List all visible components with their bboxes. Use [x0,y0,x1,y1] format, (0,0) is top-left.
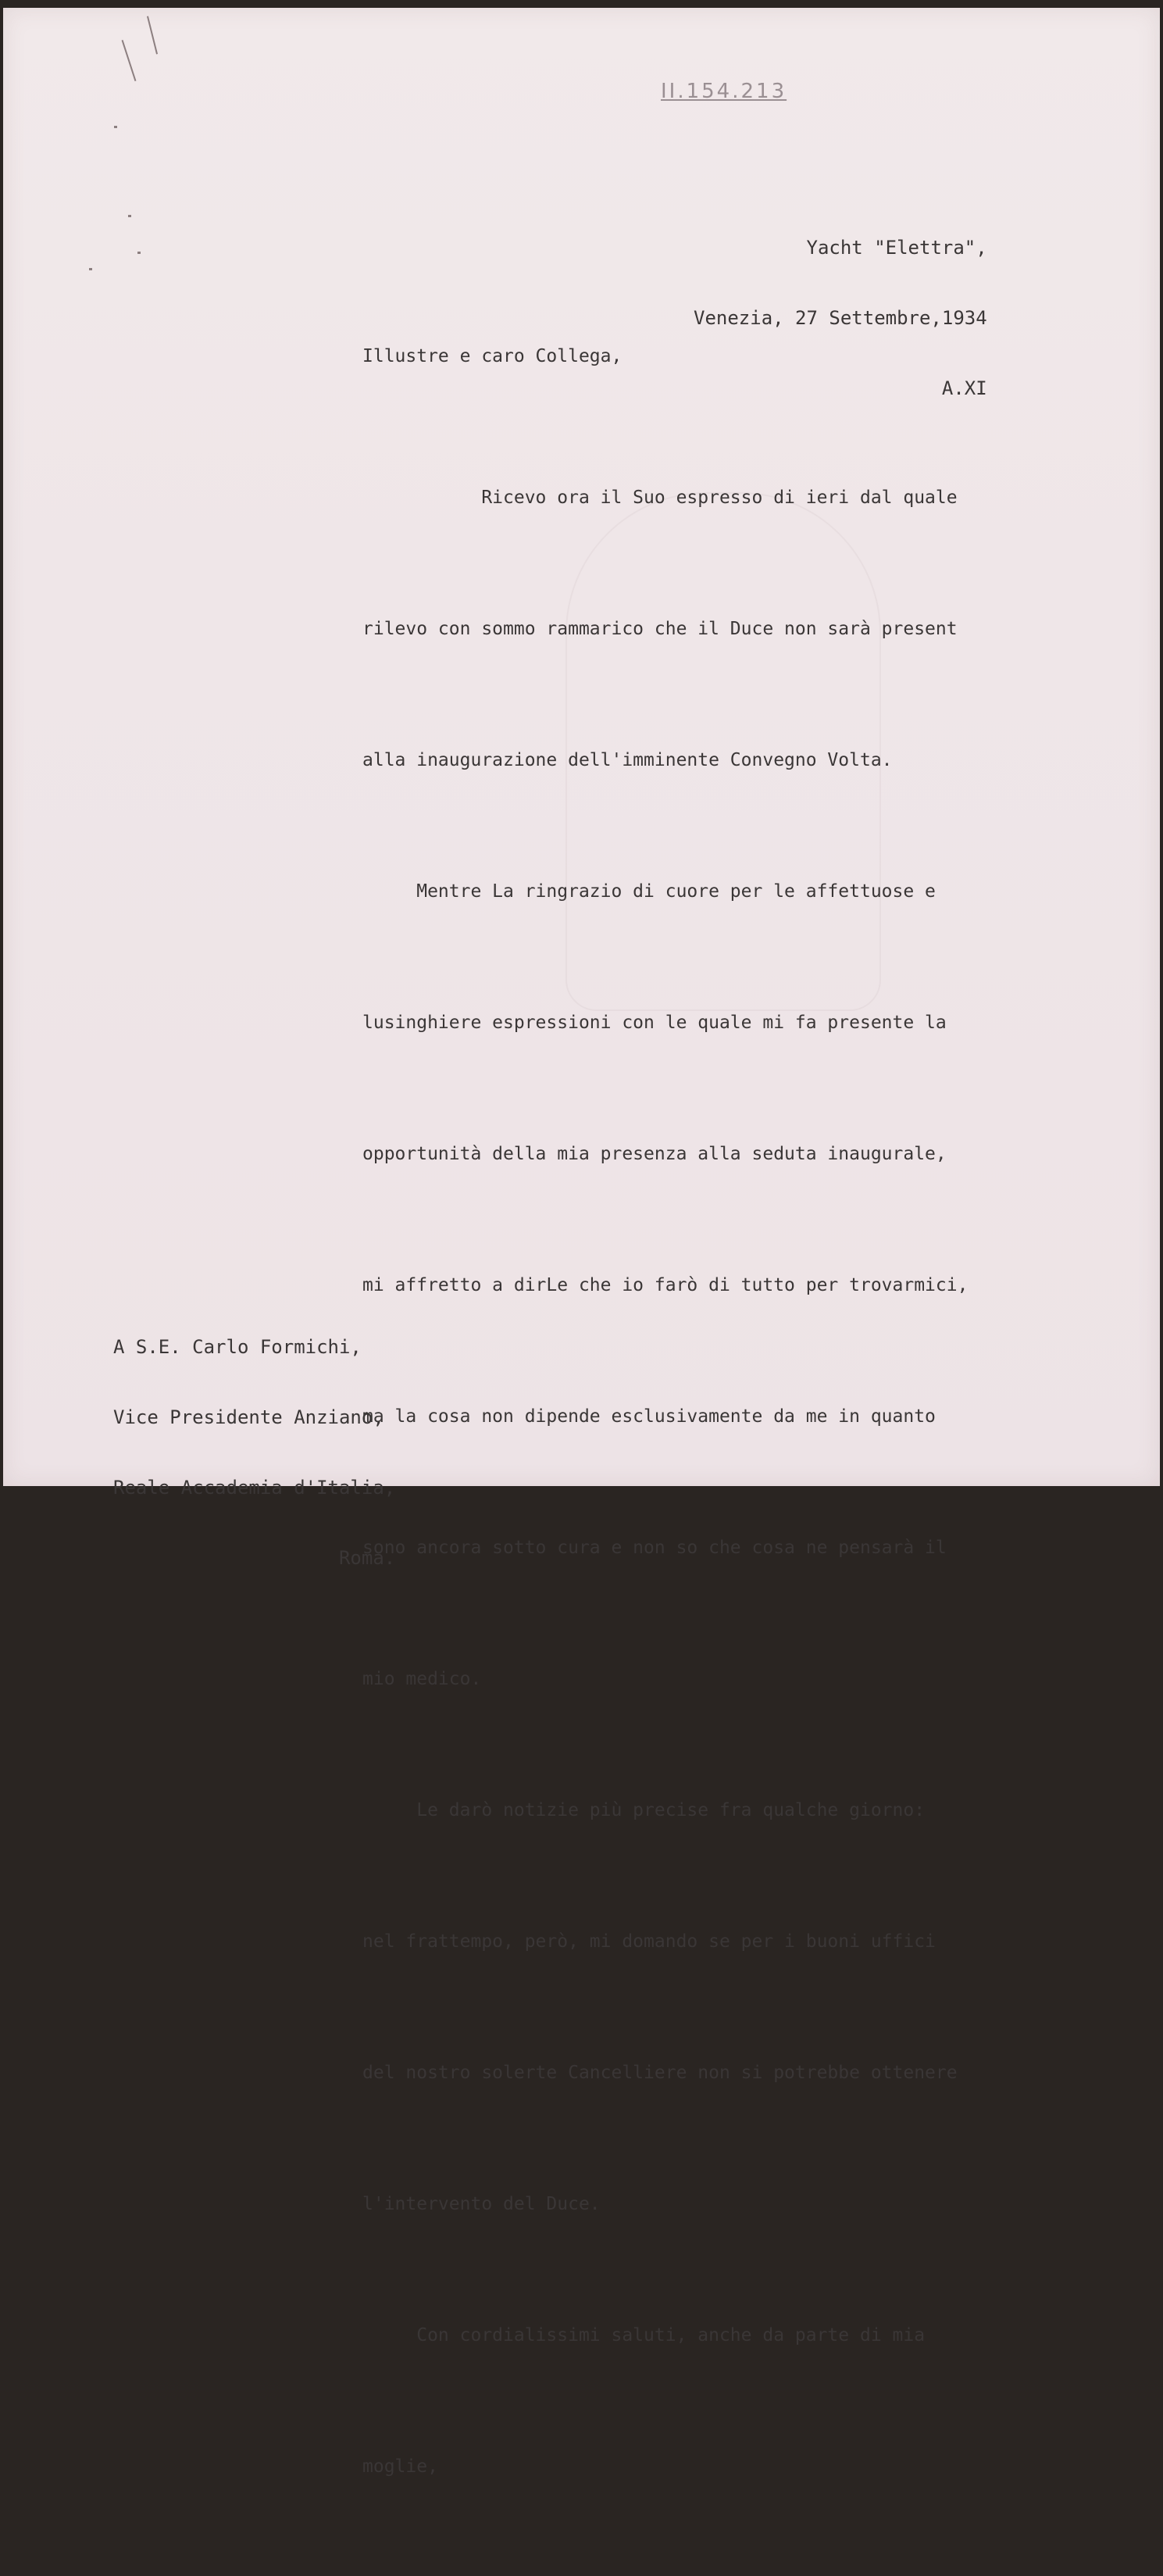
body-line: Ricevo ora il Suo espresso di ieri dal quale [362,488,958,508]
body-line: rilevo con sommo rammarico che il Duce non sarà present [362,619,958,639]
dateline-era: A.XI [941,377,987,399]
body-line: del nostro solerte Cancelliere non si potrebbe ottenere [362,2063,958,2083]
margin-mark [137,252,141,254]
archive-number: II.154.213 [661,80,787,103]
body-line: ma la cosa non dipende esclusivamente da me in quanto [362,1406,936,1427]
body-line: l'intervento del Duce. [362,2194,601,2214]
address-line: Reale Accademia d'Italia, [113,1477,396,1499]
margin-mark [114,126,117,128]
letter-body [362,388,968,2576]
body-line: Con cordialissimi saluti, anche da parte di mia [362,2325,926,2346]
body-line: mio medico. [362,1669,482,1689]
body-line: Mentre La ringrazio di cuore per le affettuose e [362,881,936,902]
margin-mark [147,16,158,55]
margin-mark [128,215,131,217]
body-line: nel frattempo, però, mi domando se per i buoni uffici [362,1931,936,1952]
salutation: Illustre e caro Collega, [362,346,623,366]
body-line: alla inaugurazione dell'imminente Convegno Volta. [362,750,893,770]
dateline-date: Venezia, 27 Settembre,1934 [694,307,987,329]
letter-page [3,8,1160,2477]
body-line: opportunità della mia presenza alla seduta inaugurale, [362,1144,947,1164]
margin-mark [122,40,137,81]
body-line: sono ancora sotto cura e non so che cosa ne pensarà il [362,1538,947,1558]
margin-mark [89,268,92,270]
address-line: Vice Presidente Anziano, [113,1406,384,1428]
dateline-place: Yacht "Elettra", [806,237,987,259]
body-line: lusinghiere espressioni con le quale mi fa presente la [362,1013,947,1033]
recipient-address [113,1288,395,1617]
address-line: A S.E. Carlo Formichi, [113,1336,362,1358]
body-line: mi affretto a dirLe che io farò di tutto per trovarmici, [362,1275,969,1295]
body-line: Le darò notizie più precise fra qualche giorno: [362,1800,926,1820]
body-line: moglie, [362,2456,438,2477]
address-line: Roma. [113,1547,396,1569]
